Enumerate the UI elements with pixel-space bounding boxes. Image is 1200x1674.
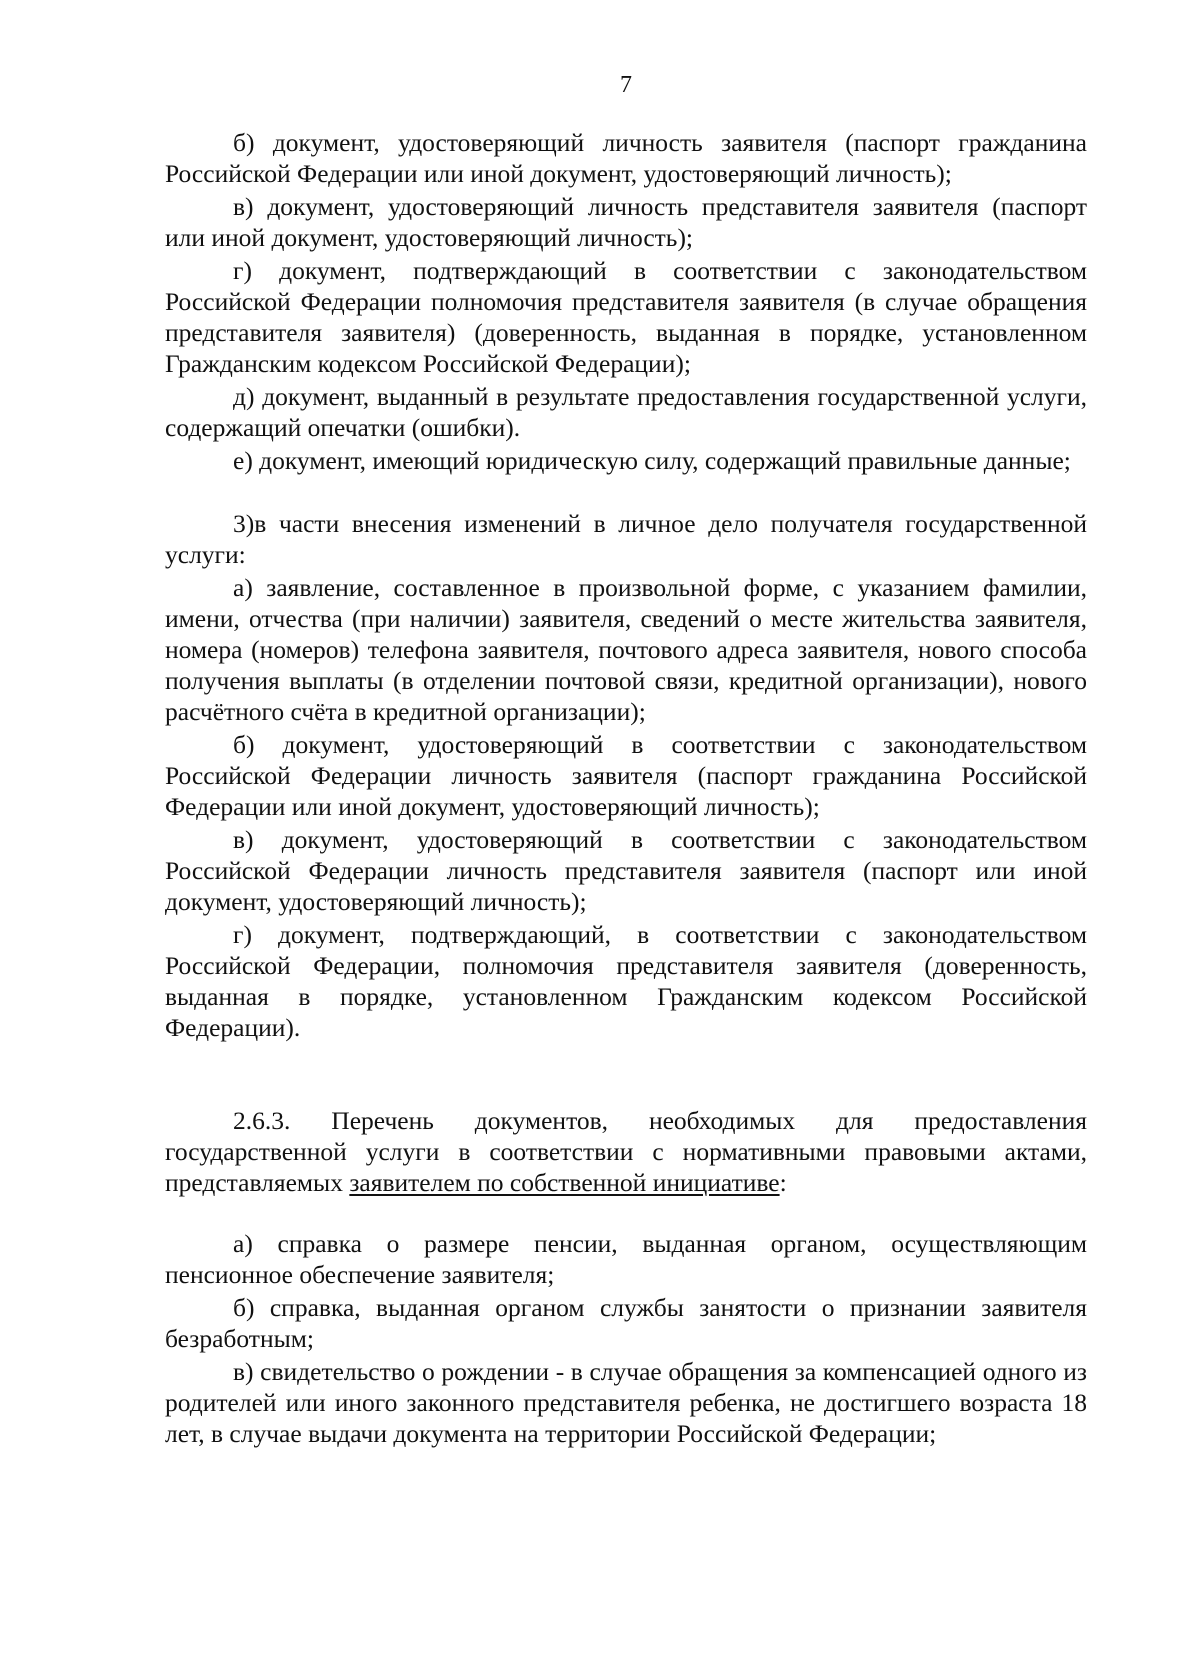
section-2-6-3-heading bbox=[165, 1105, 1087, 1198]
item-g-representative-authority-2: г) документ, подтверждающий, в соответствии с законодательством Российской Федерации, полномочия представителя заявителя (доверенность, выданная в порядке, установленном Гражданским кодексом Российской Федерации). bbox=[165, 920, 1087, 1042]
section-2-6-3-heading-underlined: заявителем по собственной инициативе bbox=[349, 1168, 780, 1197]
item-d-document-with-errors: д) документ, выданный в результате предоставления государственной услуги, содержащий опечатки (ошибки). bbox=[165, 382, 1087, 442]
item-a-pension-certificate: а) справка о размере пенсии, выданная органом, осуществляющим пенсионное обеспечение заявителя; bbox=[165, 1229, 1087, 1289]
page-number: 7 bbox=[620, 72, 632, 98]
item-b-identity-document: б) документ, удостоверяющий личность заявителя (паспорт гражданина Российской Федерации или иной документ, удостоверяющий личность); bbox=[165, 128, 1087, 188]
item-e-correct-document: е) документ, имеющий юридическую силу, содержащий правильные данные; bbox=[233, 446, 1071, 475]
item-b-unemployment-certificate: б) справка, выданная органом службы занятости о признании заявителя безработным; bbox=[165, 1293, 1087, 1353]
section-2-6-3-heading-end: : bbox=[779, 1168, 787, 1197]
item-a-application: а) заявление, составленное в произвольной форме, с указанием фамилии, имени, отчества (при наличии) заявителя, сведений о месте жительства заявителя, номера (номеров) телефона заявителя, почтового адреса заявителя, нового способа получения выплаты (в отделении почтовой связи, кредитной организации), нового расчётного счёта в кредитной организации); bbox=[165, 573, 1087, 726]
item-b-applicant-identity: б) документ, удостоверяющий в соответствии с законодательством Российской Федерации личность заявителя (паспорт гражданина Российской Федерации или иной документ, удостоверяющий личность); bbox=[165, 730, 1087, 821]
item-v-representative-identity-2: в) документ, удостоверяющий в соответствии с законодательством Российской Федерации личность представителя заявителя (паспорт или иной документ, удостоверяющий личность); bbox=[165, 825, 1087, 916]
document-body bbox=[165, 127, 1087, 1449]
item-g-representative-authority: г) документ, подтверждающий в соответствии с законодательством Российской Федерации полномочия представителя заявителя (в случае обращения представителя заявителя) (доверенность, выданная в порядке, установленном Гражданским кодексом Российской Федерации); bbox=[165, 256, 1087, 378]
item-v-birth-certificate: в) свидетельство о рождении - в случае обращения за компенсацией одного из родителей или иного законного представителя ребенка, не достигшего возраста 18 лет, в случае выдачи документа на территории Российской Федерации; bbox=[165, 1357, 1087, 1448]
section-3-heading: 3)в части внесения изменений в личное дело получателя государственной услуги: bbox=[165, 509, 1087, 569]
item-v-representative-identity: в) документ, удостоверяющий личность представителя заявителя (паспорт или иной документ, удостоверяющий личность); bbox=[165, 192, 1087, 252]
section-2-6-3-heading-start: 2.6.3. Перечень документов, необходимых для предоставления государственной услуги в соответствии с нормативными правовыми актами, представляемых bbox=[165, 1106, 1087, 1197]
